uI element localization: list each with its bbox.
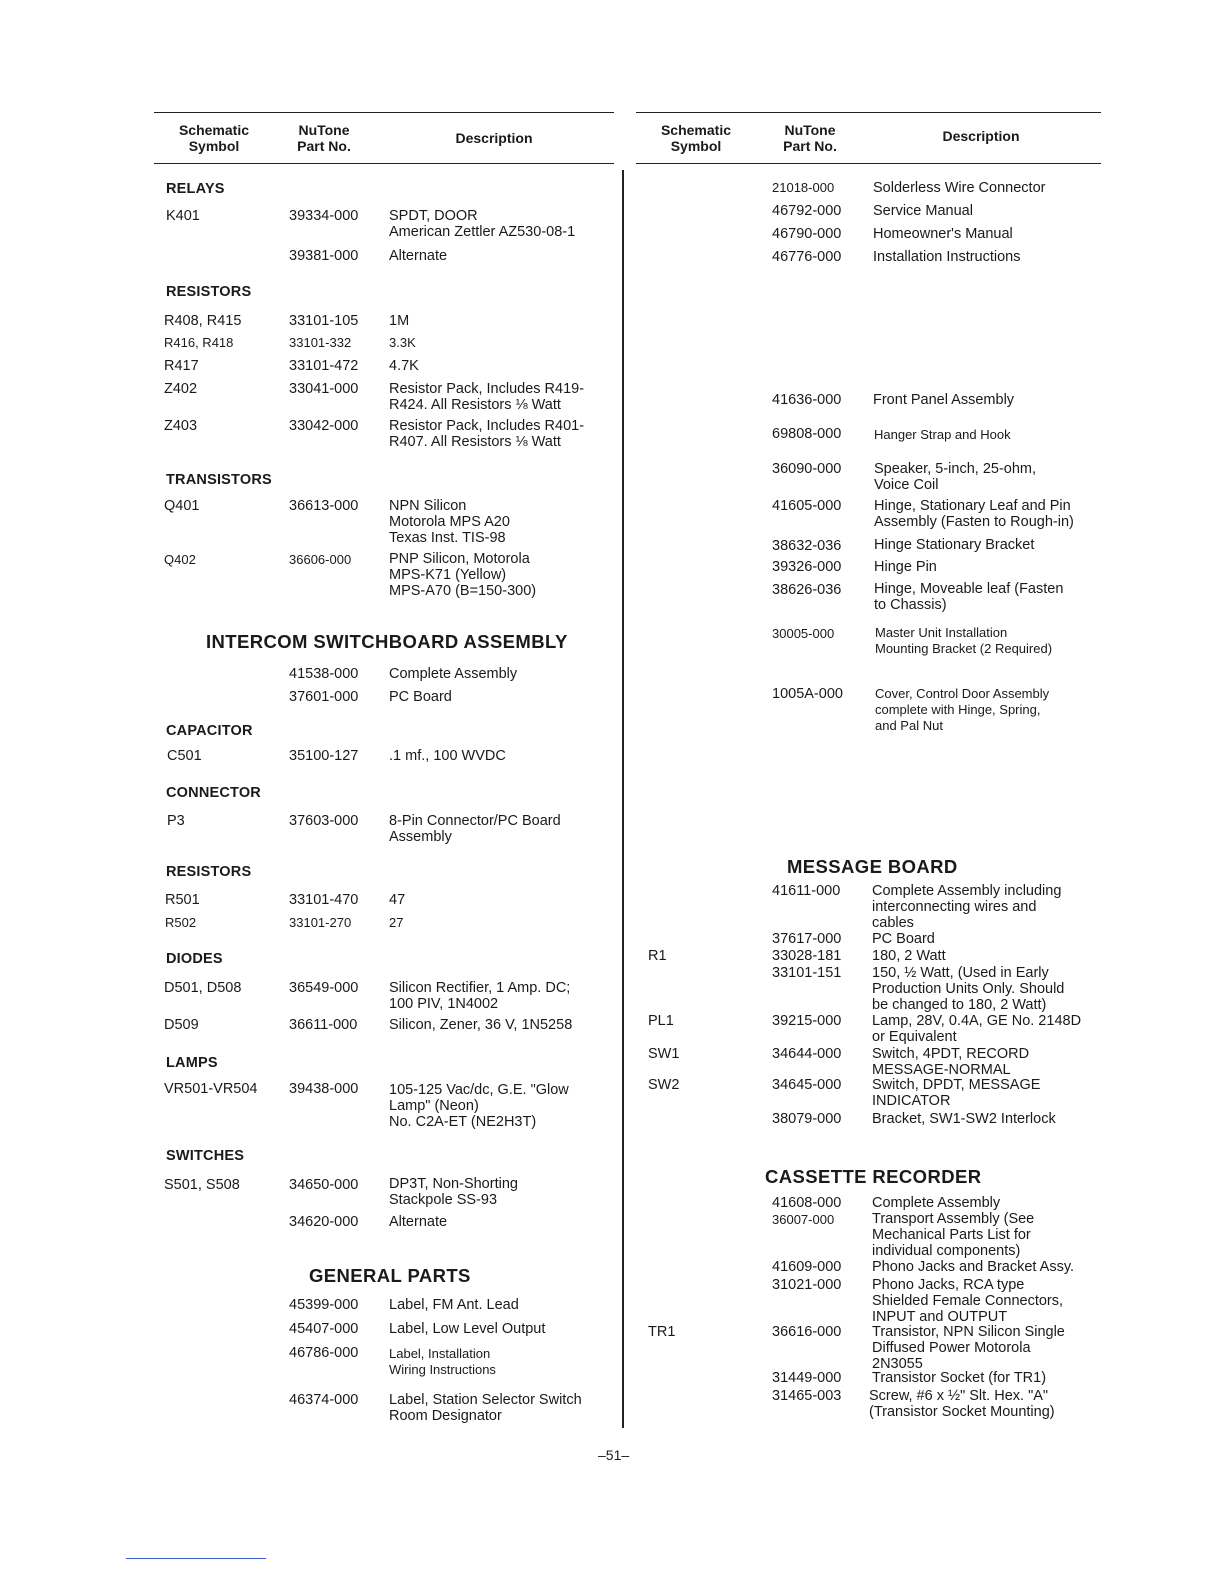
header-nutone-part-no: NuTone Part No. [783, 122, 837, 154]
row-description: Transport Assembly (See Mechanical Parts List for individual components) [872, 1211, 1035, 1259]
row-symbol: D501, D508 [164, 980, 242, 996]
row-part-no: 45399-000 [289, 1297, 359, 1313]
row-part-no: 46374-000 [289, 1392, 359, 1408]
row-part-no: 46790-000 [772, 226, 842, 242]
right-column-header [636, 112, 1101, 164]
row-description: Silicon, Zener, 36 V, 1N5258 [389, 1017, 573, 1033]
row-description: Phono Jacks and Bracket Assy. [872, 1259, 1075, 1275]
row-part-no: 33101-472 [289, 358, 359, 374]
row-symbol: VR501-VR504 [164, 1081, 258, 1097]
row-description: Label, FM Ant. Lead [389, 1297, 519, 1313]
row-part-no: 41636-000 [772, 392, 842, 408]
row-description: Silicon Rectifier, 1 Amp. DC; 100 PIV, 1N4002 [389, 980, 571, 1012]
section-capacitor: CAPACITOR [166, 723, 253, 739]
row-part-no: 36007-000 [772, 1212, 835, 1227]
row-description: Lamp, 28V, 0.4A, GE No. 2148D or Equivalent [872, 1013, 1082, 1045]
row-description: Resistor Pack, Includes R419- R424. All Resistors ⅛ Watt [389, 381, 585, 413]
row-description: Hinge Pin [874, 559, 937, 575]
bottom-rule [126, 1558, 266, 1559]
row-description: Phono Jacks, RCA type Shielded Female Connectors, INPUT and OUTPUT [872, 1277, 1064, 1325]
row-part-no: 41609-000 [772, 1259, 842, 1275]
row-description: Screw, #6 x ½" Slt. Hex. "A" (Transistor Socket Mounting) [869, 1388, 1055, 1420]
header-schematic-symbol: Schematic Symbol [660, 122, 732, 154]
section-intercom-switchboard: INTERCOM SWITCHBOARD ASSEMBLY [206, 631, 568, 652]
row-part-no: 38079-000 [772, 1111, 842, 1127]
row-symbol: SW2 [648, 1077, 680, 1093]
row-part-no: 39326-000 [772, 559, 842, 575]
row-description: Speaker, 5-inch, 25-ohm, Voice Coil [874, 461, 1037, 493]
row-description: 3.3K [389, 335, 416, 350]
row-part-no: 46792-000 [772, 203, 842, 219]
row-description: Hinge, Stationary Leaf and Pin Assembly (Fasten to Rough-in) [874, 498, 1074, 530]
row-symbol: Q401 [164, 498, 200, 514]
row-part-no: 46786-000 [289, 1345, 359, 1361]
row-description: Hinge Stationary Bracket [874, 537, 1035, 553]
section-general-parts: GENERAL PARTS [309, 1265, 471, 1286]
section-transistors: TRANSISTORS [166, 472, 272, 488]
section-message-board: MESSAGE BOARD [787, 856, 958, 877]
row-symbol: SW1 [648, 1046, 680, 1062]
row-description: 4.7K [389, 358, 419, 374]
header-bottom-rule [154, 163, 614, 164]
row-description: Label, Station Selector Switch Room Designator [389, 1392, 582, 1424]
row-description: Switch, 4PDT, RECORD MESSAGE-NORMAL [872, 1046, 1030, 1078]
row-part-no: 31465-003 [772, 1388, 842, 1404]
row-description: Hinge, Moveable leaf (Fasten to Chassis) [874, 581, 1064, 613]
row-description: Solderless Wire Connector [873, 180, 1046, 196]
header-description: Description [455, 130, 533, 146]
row-part-no: 39215-000 [772, 1013, 842, 1029]
row-description: Master Unit Installation Mounting Bracket (2 Required) [875, 625, 1053, 656]
row-part-no: 36611-000 [289, 1017, 358, 1033]
row-description: SPDT, DOOR American Zettler AZ530-08-1 [389, 208, 576, 240]
row-part-no: 33042-000 [289, 418, 359, 434]
row-description: PNP Silicon, Motorola MPS-K71 (Yellow) MPS-A70 (B=150-300) [389, 551, 537, 599]
row-symbol: R502 [165, 915, 197, 930]
section-resistors: RESISTORS [166, 284, 252, 300]
row-symbol: D509 [164, 1017, 199, 1033]
row-description: Transistor Socket (for TR1) [872, 1370, 1047, 1386]
row-description: Transistor, NPN Silicon Single Diffused Power Motorola 2N3055 [872, 1324, 1065, 1372]
row-description: DP3T, Non-Shorting Stackpole SS-93 [389, 1176, 518, 1208]
row-part-no: 45407-000 [289, 1321, 359, 1337]
section-relays: RELAYS [166, 181, 225, 197]
row-description: Label, Low Level Output [389, 1321, 546, 1337]
row-symbol: R417 [164, 358, 199, 374]
row-description: Bracket, SW1-SW2 Interlock [872, 1111, 1056, 1127]
row-symbol: R408, R415 [164, 313, 242, 329]
row-symbol: R416, R418 [164, 335, 234, 350]
row-part-no: 33101-151 [772, 965, 842, 981]
row-part-no: 38632-036 [772, 538, 842, 554]
column-divider [622, 170, 624, 1428]
header-bottom-rule [636, 163, 1101, 164]
row-symbol: TR1 [648, 1324, 676, 1340]
row-part-no: 41605-000 [772, 498, 842, 514]
row-symbol: C501 [167, 748, 202, 764]
row-description: 47 [389, 892, 406, 908]
row-part-no: 36090-000 [772, 461, 842, 477]
row-description: Front Panel Assembly [873, 392, 1015, 408]
row-part-no: 41608-000 [772, 1195, 842, 1211]
row-part-no: 36613-000 [289, 498, 359, 514]
row-description: Alternate [389, 1214, 448, 1230]
row-part-no: 37603-000 [289, 813, 359, 829]
row-description: Service Manual [873, 203, 973, 219]
row-description: 8-Pin Connector/PC Board Assembly [389, 813, 561, 845]
section-diodes: DIODES [166, 951, 223, 967]
section-lamps: LAMPS [166, 1055, 218, 1071]
header-schematic-symbol: Schematic Symbol [178, 122, 250, 154]
row-part-no: 36606-000 [289, 552, 352, 567]
row-symbol: K401 [166, 208, 200, 224]
row-symbol: Z402 [164, 381, 198, 397]
row-part-no: 35100-127 [289, 748, 359, 764]
row-part-no: 34650-000 [289, 1177, 359, 1193]
row-part-no: 33041-000 [289, 381, 359, 397]
row-description: PC Board [389, 689, 452, 705]
section-switches: SWITCHES [166, 1148, 245, 1164]
row-description: 180, 2 Watt [872, 948, 946, 964]
section-connector: CONNECTOR [166, 785, 261, 801]
row-description: Label, Installation Wiring Instructions [389, 1346, 496, 1377]
row-description: NPN Silicon Motorola MPS A20 Texas Inst. TIS-98 [389, 498, 510, 546]
row-part-no: 1005A-000 [772, 686, 843, 702]
row-part-no: 31021-000 [772, 1277, 842, 1293]
row-description: Complete Assembly including interconnecting wires and cables [872, 883, 1062, 931]
row-part-no: 31449-000 [772, 1370, 842, 1386]
row-description: Resistor Pack, Includes R401- R407. All Resistors ⅛ Watt [389, 418, 585, 450]
row-description: .1 mf., 100 WVDC [389, 748, 506, 764]
row-part-no: 33101-332 [289, 335, 352, 350]
section-resistors-2: RESISTORS [166, 864, 252, 880]
row-part-no: 37617-000 [772, 931, 842, 947]
left-column-header [154, 112, 614, 164]
row-symbol: Q402 [164, 552, 196, 567]
row-part-no: 39334-000 [289, 208, 359, 224]
row-description: 27 [389, 915, 404, 930]
row-description: Alternate [389, 248, 448, 264]
header-nutone-part-no: NuTone Part No. [297, 122, 351, 154]
row-part-no: 38626-036 [772, 582, 842, 598]
row-description: Hanger Strap and Hook [874, 427, 1011, 442]
row-description: 1M [389, 313, 410, 329]
row-part-no: 41611-000 [772, 883, 841, 899]
row-part-no: 33101-105 [289, 313, 359, 329]
row-part-no: 34620-000 [289, 1214, 359, 1230]
row-symbol: R1 [648, 948, 667, 964]
row-symbol: R501 [165, 892, 200, 908]
row-description: Complete Assembly [389, 666, 518, 682]
row-description: Homeowner's Manual [873, 226, 1013, 242]
row-part-no: 34644-000 [772, 1046, 842, 1062]
row-part-no: 33028-181 [772, 948, 842, 964]
header-description: Description [942, 128, 1020, 144]
row-part-no: 33101-270 [289, 915, 352, 930]
row-description: PC Board [872, 931, 935, 947]
row-part-no: 39438-000 [289, 1081, 359, 1097]
section-cassette-recorder: CASSETTE RECORDER [765, 1166, 982, 1187]
row-part-no: 36549-000 [289, 980, 359, 996]
row-symbol: PL1 [648, 1013, 674, 1029]
row-description: 150, ½ Watt, (Used in Early Production Units Only. Should be changed to 180, 2 Watt) [872, 965, 1065, 1013]
row-part-no: 46776-000 [772, 249, 842, 265]
row-description: Installation Instructions [873, 249, 1021, 265]
row-symbol: S501, S508 [164, 1177, 240, 1193]
row-symbol: P3 [167, 813, 185, 829]
row-description: Cover, Control Door Assembly complete with Hinge, Spring, and Pal Nut [875, 686, 1050, 733]
row-part-no: 30005-000 [772, 626, 835, 641]
row-part-no: 36616-000 [772, 1324, 842, 1340]
row-part-no: 41538-000 [289, 666, 359, 682]
row-description: Complete Assembly [872, 1195, 1001, 1211]
row-part-no: 21018-000 [772, 180, 835, 195]
row-description: 105-125 Vac/dc, G.E. "Glow Lamp" (Neon) No. C2A-ET (NE2H3T) [389, 1082, 569, 1130]
row-part-no: 37601-000 [289, 689, 359, 705]
row-part-no: 33101-470 [289, 892, 359, 908]
row-symbol: Z403 [164, 418, 198, 434]
row-part-no: 34645-000 [772, 1077, 842, 1093]
page-number: –51– [598, 1447, 630, 1463]
row-part-no: 39381-000 [289, 248, 359, 264]
row-description: Switch, DPDT, MESSAGE INDICATOR [872, 1077, 1041, 1109]
row-part-no: 69808-000 [772, 426, 842, 442]
